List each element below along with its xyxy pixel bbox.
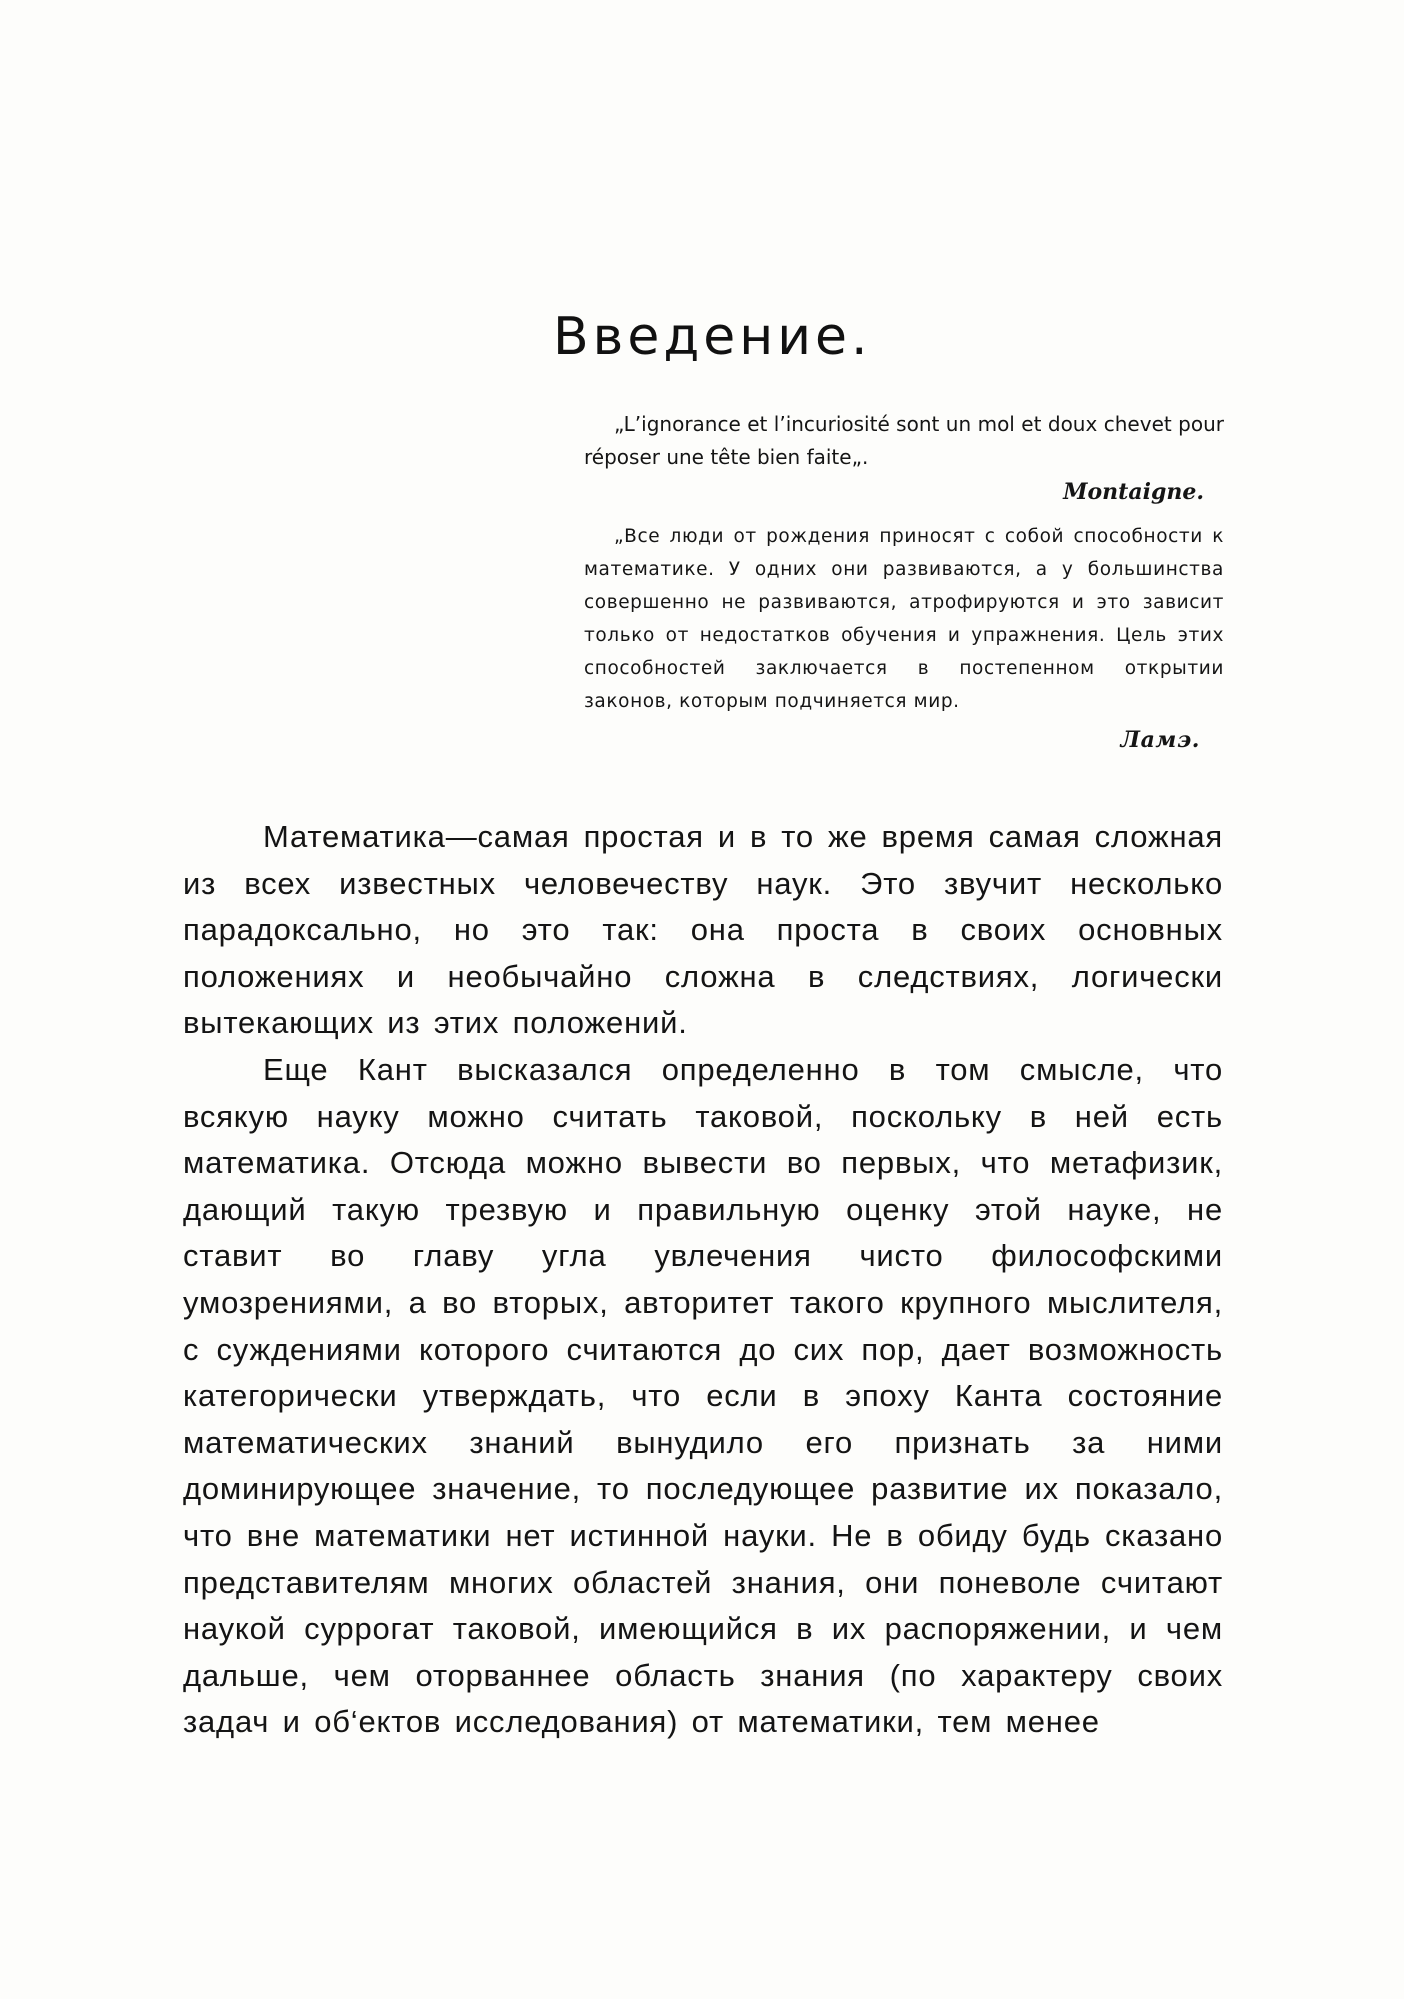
epigraph-author: Montaigne.: [1063, 479, 1204, 505]
chapter-title: Введение.: [553, 307, 872, 367]
epigraph-author: Ламэ.: [1120, 727, 1200, 753]
epigraph-lame: [584, 520, 1224, 757]
epigraph-text: „L’ignorance et l’incuriosité sont un mol et doux chevet pour réposer une tête bien faite„.: [584, 412, 1224, 469]
paragraph: Математика—самая простая и в то же время самая сложная из всех известных человечеству наук. Это звучит несколько парадоксально, но это так: она проста в своих основных положениях и необычайно сложна в следствиях, логически вытекающих из этих положений.: [183, 819, 1223, 1041]
epigraph-montaigne: [584, 408, 1224, 509]
epigraph-text: „Все люди от рождения приносят с собой способности к математике. У одних они развиваются, а у большинства совершенно не развиваются, атрофируются и это зависит только от недостатков обучения и упражнения. Цель этих способностей заключается в постепенном открытии законов, которым подчиняется мир.: [584, 526, 1224, 712]
paragraph: Еще Кант высказался определенно в том смысле, что всякую науку можно считать таковой, поскольку в ней есть математика. Отсюда можно вывести во первых, что метафизик, дающий такую трезвую и правильную оценку этой науке, не ставит во главу угла увлечения чисто философскими умозрениями, а во вторых, авторитет такого крупного мыслителя, с суждениями которого считаются до сих пор, дает возможность категорически утверждать, что если в эпоху Канта состояние математических знаний вынудило его признать за ними доминирующее значение, то последующее развитие их показало, что вне математики нет истинной науки. Не в обиду будь сказано представителям многих областей знания, они поневоле считают наукой суррогат таковой, имеющийся в их распоряжении, и чем дальше, чем оторваннее область знания (по характеру своих задач и об‘ектов исследования) от математики, тем менее: [183, 1051, 1223, 1740]
body-text: [183, 814, 1223, 1746]
